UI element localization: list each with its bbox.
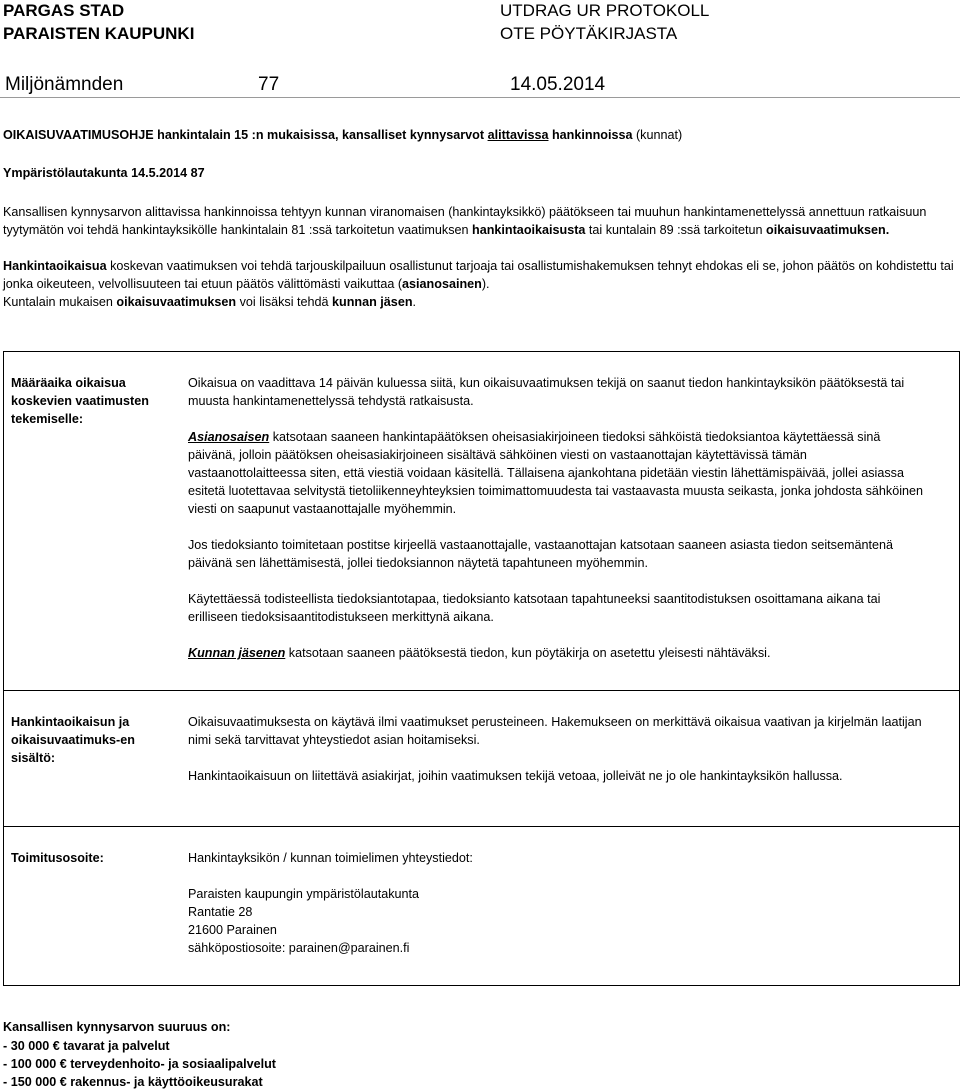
- threshold-item-3: - 150 000 € rakennus- ja käyttöoikeusurakat: [3, 1075, 263, 1089]
- paragraph-3: Kuntalain mukaisen oikaisuvaatimuksen voi lisäksi tehdä kunnan jäsen.: [3, 295, 417, 309]
- content-requirements-content: [188, 713, 928, 785]
- content-paragraph-2: Hankintaoikaisuun on liitettävä asiakirjat, joihin vaatimuksen tekijä vetoaa, jolleivät ne jo ole hankintayksikön hallussa.: [188, 769, 843, 783]
- address-postal: 21600 Parainen: [188, 923, 277, 937]
- thresholds-title: Kansallisen kynnysarvon suuruus on:: [3, 1020, 231, 1034]
- paragraph-1: Kansallisen kynnysarvon alittavissa hankinnoissa tehtyyn kunnan viranomaisen (hankintayksikkö) päätökseen tai muuhun hankintamenettelyssä annettuun ratkaisuun tyytymätön voi tehdä hankintayksikölle hankintalain 81 :ssä tarkoitetun vaatimuksen hankintaoikaisusta tai kuntalain 89 :ssä tarkoitetun oikaisuvaatimuksen.: [3, 205, 927, 237]
- section-number: 77: [258, 74, 280, 95]
- header-divider: [0, 97, 960, 98]
- city-name-swedish: PARGAS STAD: [3, 1, 125, 20]
- title-text-2: hankinnoissa: [548, 128, 633, 142]
- threshold-item-1: - 30 000 € tavarat ja palvelut: [3, 1039, 170, 1053]
- deadline-paragraph-5: Kunnan jäsenen katsotaan saaneen päätöksestä tiedon, kun pöytäkirja on asetettu yleisesti nähtäväksi.: [188, 646, 771, 660]
- delivery-address-content: [188, 849, 928, 957]
- delivery-address-section: [3, 826, 960, 986]
- title-suffix: (kunnat): [632, 128, 683, 142]
- instructions-title: [3, 126, 953, 144]
- deadline-paragraph-2: Asianosaisen katsotaan saaneen hankintapäätöksen oheisasiakirjoineen tiedoksi sähköistä tiedoksiantoa käytettäessä sinä päivänä, jolloin päätöksen oheisasiakirjoineen sisältävä sähköinen viesti on vastaanottajan käytettävissä tämän vastaanottolaitteessa siten, että viestiä voidaan käsitellä. Tällaisena ajankohtana pidetään viestin lähettämispäivää, jollei asiassa esitetä luotettavaa selvitystä tietoliikenneyhteyksien toimimattomuudesta tai vastaavasta muusta seikasta, jonka johdosta sähköinen viesti on saapunut vastaanottajalle myöhemmin.: [188, 430, 924, 516]
- title-text: OIKAISUVAATIMUSOHJE hankintalain 15 :n mukaisissa, kansalliset kynnysarvot: [3, 128, 488, 142]
- deadline-content: [188, 374, 928, 662]
- delivery-address-label: Toimitusosoite:: [11, 851, 104, 865]
- address-organisation: Paraisten kaupungin ympäristölautakunta: [188, 887, 420, 901]
- threshold-item-2: - 100 000 € terveydenhoito- ja sosiaalipalvelut: [3, 1057, 276, 1071]
- board-line: Ympäristölautakunta 14.5.2014 87: [3, 166, 205, 180]
- city-name-finnish: PARAISTEN KAUPUNKI: [3, 24, 195, 43]
- address-intro: Hankintayksikön / kunnan toimielimen yhteystiedot:: [188, 851, 473, 865]
- deadline-paragraph-1: Oikaisua on vaadittava 14 päivän kuluessa siitä, kun oikaisuvaatimuksen tekijä on saanut tiedon hankintayksikön päätöksestä tai muusta hankintamenettelyssä tehdystä ratkaisusta.: [188, 376, 905, 408]
- address-email: sähköpostiosoite: parainen@parainen.fi: [188, 941, 410, 955]
- deadline-paragraph-3: Jos tiedoksianto toimitetaan postitse kirjeellä vastaanottajalle, vastaanottajan katsotaan saaneen asiasta tiedon seitsemäntenä päivänä sen lähettämisestä, jollei tiedoksiannon näytetä tapahtuneen myöhemmin.: [188, 538, 893, 570]
- document-type-swedish: UTDRAG UR PROTOKOLL: [500, 1, 710, 20]
- meeting-date: 14.05.2014: [510, 74, 606, 95]
- deadline-label: Määräaika oikaisua koskevien vaatimusten tekemiselle:: [11, 376, 149, 426]
- paragraph-2: Hankintaoikaisua koskevan vaatimuksen voi tehdä tarjouskilpailuun osallistunut tarjoaja tai osallistumishakemuksen tehnyt ehdokas eli se, johon päätös on kohdistettu tai jonka oikeuteen, velvollisuuteen tai etuun päätös välittömästi vaikuttaa (asianosainen).: [3, 259, 954, 291]
- address-street: Rantatie 28: [188, 905, 253, 919]
- content-paragraph-1: Oikaisuvaatimuksesta on käytävä ilmi vaatimukset perusteineen. Hakemukseen on merkittävä oikaisua vaativan ja kirjelmän laatijan nimi sekä tarvittavat yhteystiedot asian hoitamiseksi.: [188, 715, 922, 747]
- meeting-body: Miljönämnden: [5, 74, 124, 95]
- title-underlined: alittavissa: [487, 128, 549, 142]
- document-type-finnish: OTE PÖYTÄKIRJASTA: [500, 24, 678, 43]
- content-requirements-label: Hankintaoikaisun ja oikaisuvaatimuks-en sisältö:: [11, 715, 135, 765]
- deadline-section: [3, 351, 960, 691]
- deadline-paragraph-4: Käytettäessä todisteellista tiedoksiantotapaa, tiedoksianto katsotaan tapahtuneeksi saantitodistuksen osoittamana aikana tai erilliseen tiedoksisaantitodistukseen merkittynä aikana.: [188, 592, 881, 624]
- content-requirements-section: [3, 690, 960, 827]
